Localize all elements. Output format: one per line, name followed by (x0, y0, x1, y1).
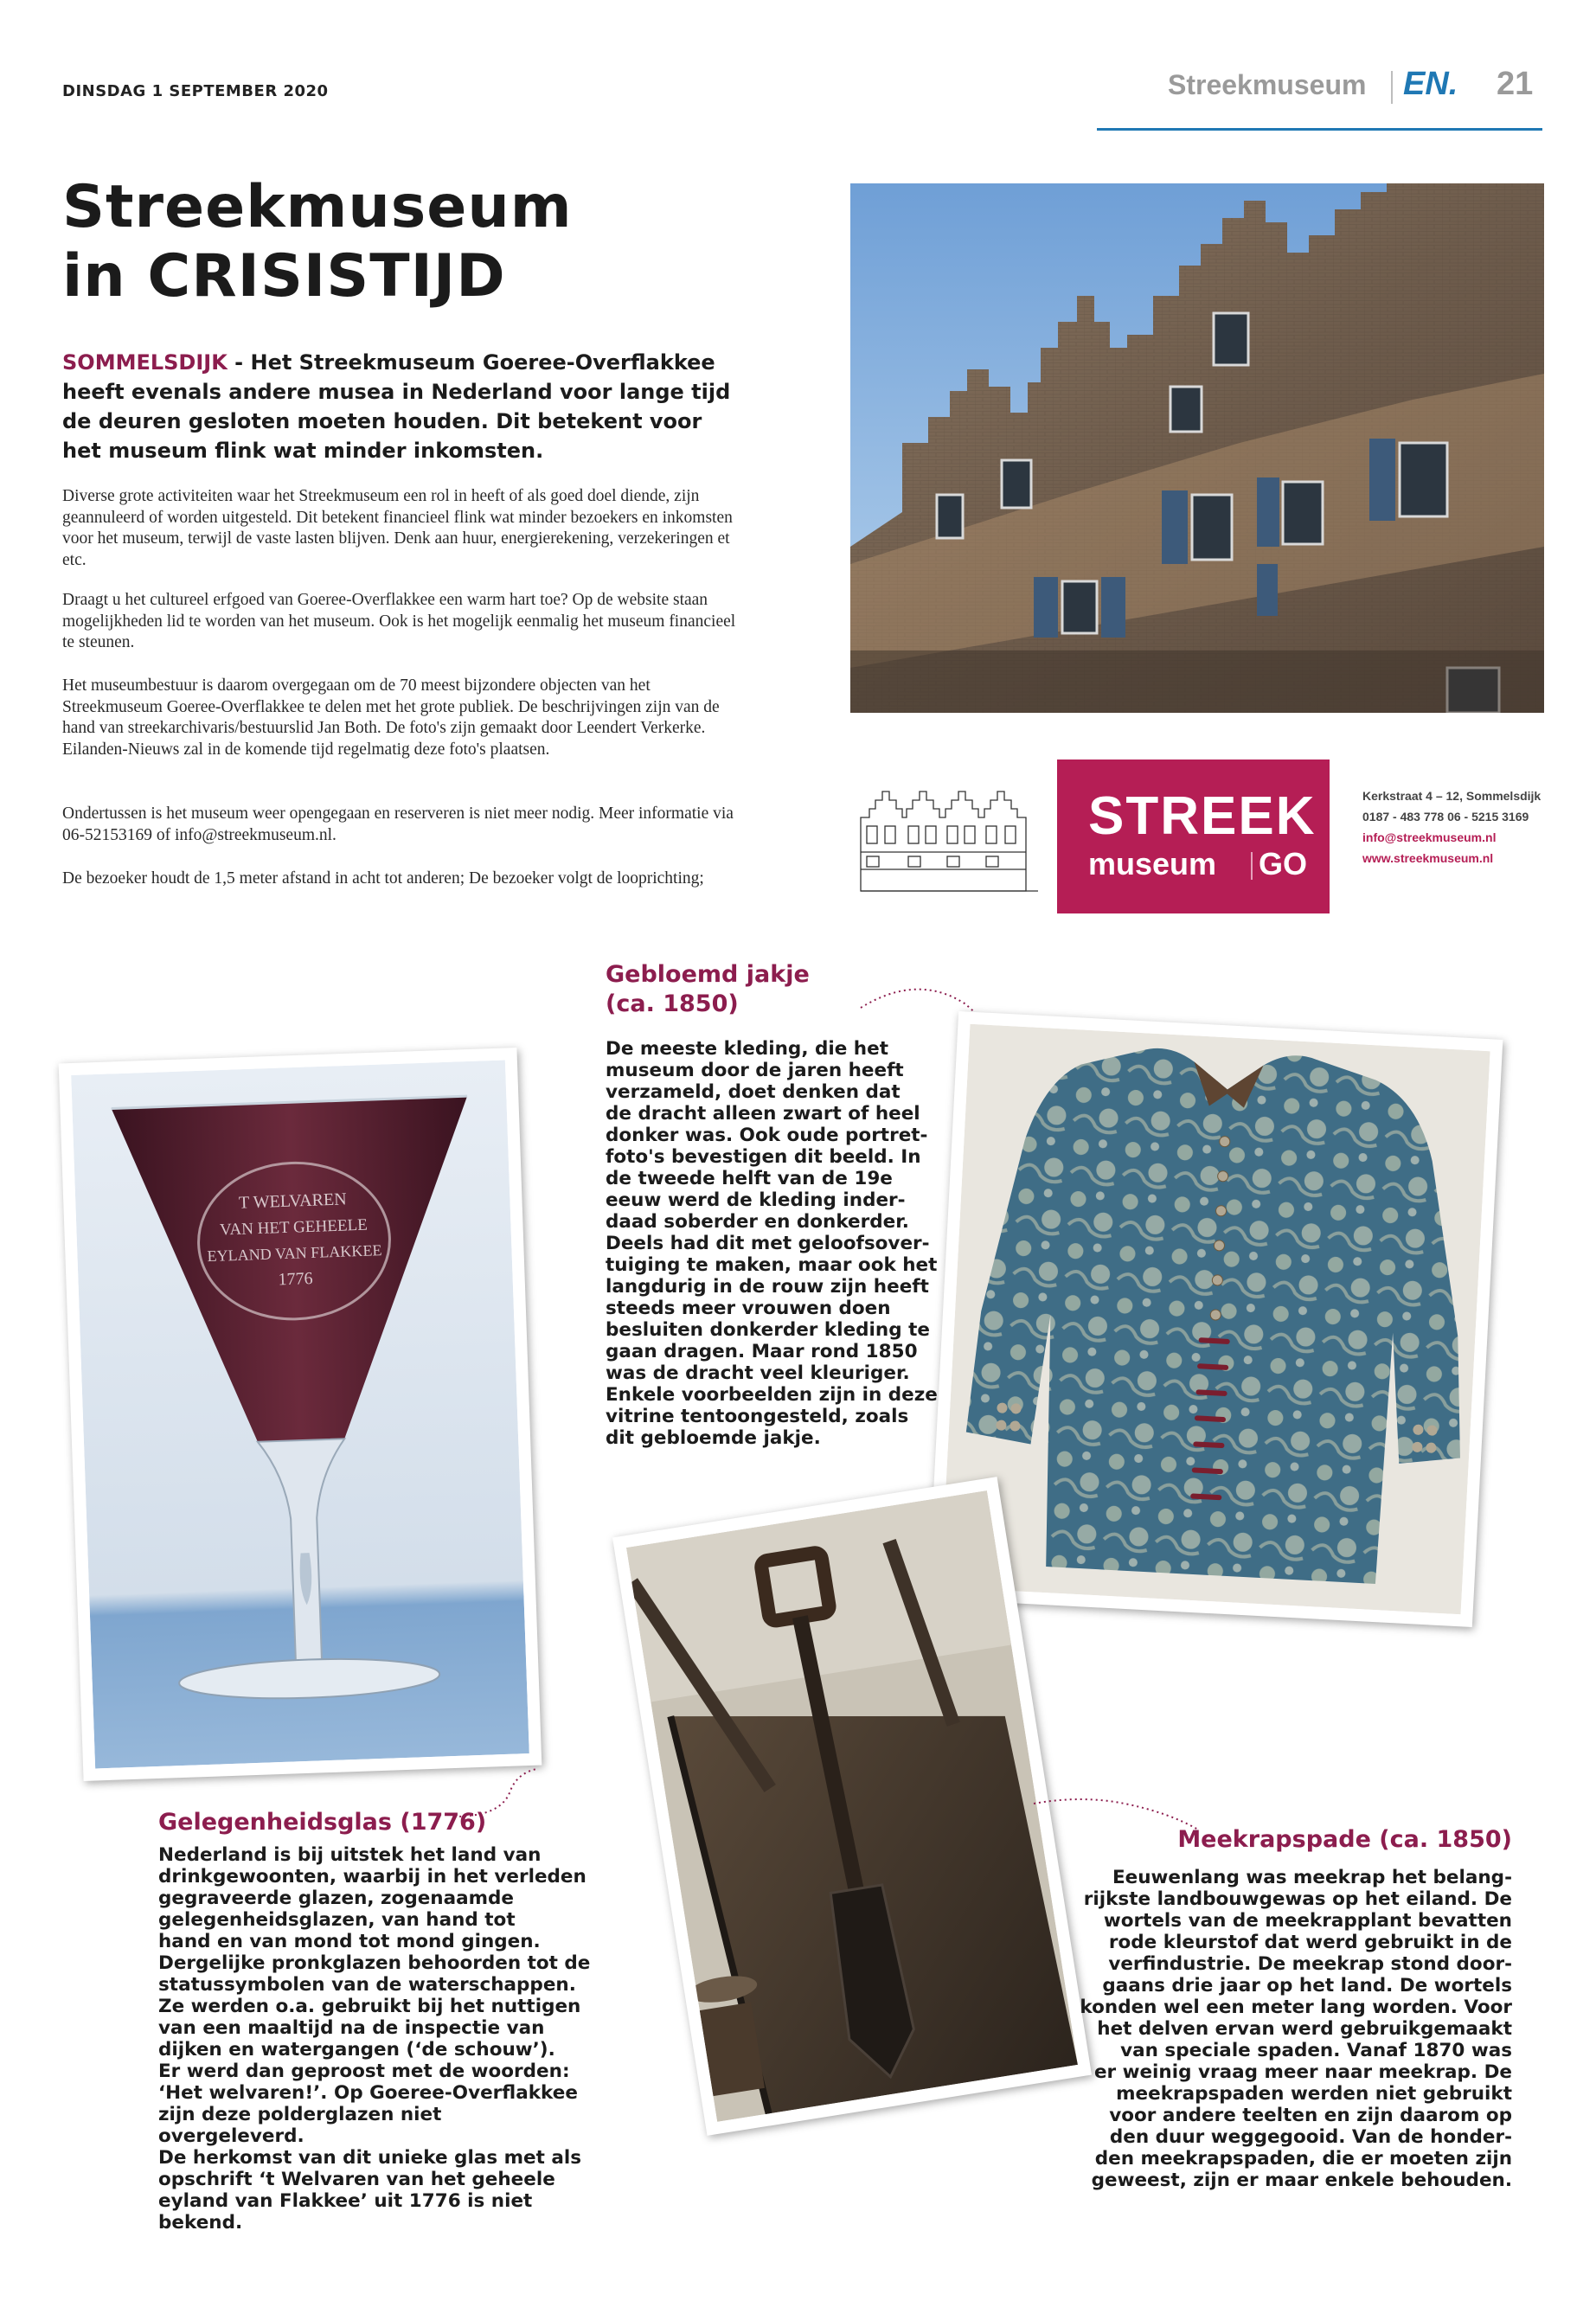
spade-caption-line: rijkste landbouwgewas op het eiland. De (1083, 1888, 1512, 1910)
spade-caption-line: den duur weggegooid. Van de honder- (1109, 2126, 1512, 2148)
spade-caption-line: geweest, zijn er maar enkele behouden. (1091, 2170, 1512, 2191)
glas-caption-line: hand en van mond tot mond gingen. (158, 1931, 541, 1952)
museum-website[interactable]: www.streekmuseum.nl (1362, 851, 1494, 865)
spade-caption-line: konden wel een meter lang worden. Voor (1080, 1997, 1512, 2018)
engraving-line-1: T WELVAREN (238, 1189, 348, 1213)
title-line-2: in CRISISTIJD (62, 242, 506, 311)
jakje-photo (928, 1011, 1503, 1627)
jakje-caption-line: Deels had dit met geloofsover- (606, 1233, 930, 1254)
title-line-1: Streekmuseum (62, 173, 573, 241)
glas-caption-line: gegraveerde glazen, zogenaamde (158, 1888, 514, 1909)
newspaper-logo: EN. (1403, 66, 1458, 102)
spade-caption-line: er weinig vraag meer naar meekrap. De (1093, 2061, 1512, 2083)
glas-caption-line: statussymbolen van de waterschappen. (158, 1974, 576, 1996)
glas-caption-line: Nederland is bij uitstek het land van (158, 1844, 542, 1866)
jakje-caption-line: museum door de jaren heeft (606, 1060, 904, 1081)
spade-caption-line: meekrapspaden werden niet gebruikt (1116, 2083, 1512, 2105)
jakje-caption-line: daad soberder en donkerder. (606, 1211, 909, 1233)
jakje-caption-line: was de dracht veel kleuriger. (606, 1362, 910, 1384)
glas-pointer-line (450, 1765, 545, 1825)
jakje-title-line-2: (ca. 1850) (606, 990, 739, 1017)
logo-word-museum: museum (1088, 846, 1217, 881)
glas-caption-line: Er werd dan geproost met de woorden: (158, 2061, 570, 2082)
spade-caption-title: Meekrapspade (ca. 1850) (1177, 1826, 1512, 1853)
header-rule (1097, 128, 1542, 131)
jakje-caption-line: besluiten donkerder kleding te (606, 1319, 930, 1341)
glas-caption-line: gelegenheidsglazen, van hand tot (158, 1909, 516, 1931)
glas-caption-line: dijken en watergangen (‘de schouw’). (158, 2039, 555, 2061)
spade-caption-line: verfindustrie. De meekrap stond door- (1108, 1953, 1512, 1975)
glas-caption-text (158, 1844, 591, 2234)
jakje-title-line-1: Gebloemd jakje (606, 961, 810, 988)
spade-caption-text (1080, 1867, 1512, 2191)
glas-caption-line: ‘Het welvaren!’. Op Goeree-Overflakkee (158, 2082, 578, 2104)
glas-caption-line: opschrift ‘t Welvaren van het geheele (158, 2169, 555, 2190)
spade-caption-line: van speciale spaden. Vanaf 1870 was (1120, 2040, 1512, 2061)
jakje-caption-line: foto's bevestigen dit beeld. In (606, 1146, 921, 1168)
article-title (62, 173, 573, 311)
spade-caption-line: voor andere teelten en zijn daarom op (1109, 2105, 1512, 2126)
jakje-caption-line: gaan dragen. Maar rond 1850 (606, 1341, 918, 1362)
logo-word-go: GO (1259, 846, 1308, 881)
section-title: Streekmuseum (1168, 69, 1367, 100)
dateline-kicker: SOMMELSDIJK (62, 350, 228, 375)
glas-caption-line: drinkgewoonten, waarbij in het verleden (158, 1866, 586, 1888)
body-paragraph-5: De bezoeker houdt de 1,5 meter afstand in acht tot anderen; De bezoeker volgt de looprichting; (62, 869, 704, 888)
body-paragraph-4: Ondertussen is het museum weer opengegaan en reserveren is niet meer nodig. Meer informatie via 06-52153169 of info@streekmuseum.nl. (62, 804, 734, 844)
glas-caption-title: Gelegenheidsglas (1776) (158, 1809, 487, 1836)
museum-phone: 0187 - 483 778 06 - 5215 3169 (1362, 810, 1529, 824)
issue-date: DINSDAG 1 SEPTEMBER 2020 (62, 82, 329, 100)
body-paragraph-3: Het museumbestuur is daarom overgegaan om de 70 meest bijzondere objecten van het Streekmuseum Goeree-Overflakkee te delen met het grote publiek. De beschrijvingen zijn van de hand van streekarchivaris/bestuurslid Jan Both. De foto's zijn gemaakt door Leendert Verkerke. Eilanden-Nieuws zal in de komende tijd regelmatig deze foto's plaatsen. (62, 676, 720, 759)
logo-word-streek: STREEK (1088, 786, 1317, 846)
glas-caption-line: De herkomst van dit unieke glas met als (158, 2147, 582, 2169)
jakje-caption-line: steeds meer vrouwen doen (606, 1298, 891, 1319)
jakje-caption-line: donker was. Ook oude portret- (606, 1125, 928, 1146)
body-paragraph-1: Diverse grote activiteiten waar het Streekmuseum een rol in heeft of als goed doel diende, zijn geannuleerd of worden uitgesteld. Dit betekent financieel flink wat minder bezoekers en inkomsten voor het museum, terwijl de vaste lasten blijven. Denk aan huur, energierekening, verzekeringen et etc. (62, 487, 733, 569)
jakje-caption-line: Enkele voorbeelden zijn in deze (606, 1384, 938, 1406)
museum-address: Kerkstraat 4 – 12, Sommelsdijk (1362, 789, 1542, 803)
engraving-line-2: VAN HET GEHEELE (219, 1215, 369, 1240)
engraving-line-3: EYLAND VAN FLAKKEE (207, 1241, 382, 1266)
spade-caption-line: het delven ervan werd gebruikgemaakt (1097, 2018, 1512, 2040)
engraving-line-4: 1776 (278, 1269, 313, 1290)
intro-text: - Het Streekmuseum Goeree-Overflakkee heeft evenals andere musea in Nederland voor lange tijd de deuren gesloten moeten houden. Dit betekent voor het museum flink wat minder inkomsten. (62, 350, 731, 463)
museum-sketch-illustration (856, 783, 1042, 895)
jakje-caption-line: De meeste kleding, die het (606, 1038, 888, 1060)
page-number: 21 (1497, 66, 1534, 102)
jakje-caption-line: de tweede helft van de 19e (606, 1168, 893, 1189)
spade-caption-line: gaans drie jaar op het land. De wortels (1102, 1975, 1512, 1997)
jakje-caption-line: dit gebloemde jakje. (606, 1427, 821, 1449)
header-divider (1391, 71, 1393, 104)
gelegenheidsglas-photo (59, 1048, 542, 1781)
jakje-caption-line: eeuw werd de kleding inder- (606, 1189, 906, 1211)
museum-email[interactable]: info@streekmuseum.nl (1362, 830, 1497, 844)
jakje-caption-line: langdurig in de rouw zijn heeft (606, 1276, 929, 1298)
spade-caption-line: rode kleurstof dat werd gebruikt in de (1108, 1932, 1512, 1953)
glas-caption-line: bekend. (158, 2212, 243, 2234)
glas-caption-line: van een maaltijd na de inspectie van (158, 2017, 545, 2039)
logo-divider (1251, 852, 1253, 880)
body-paragraph-2: Draagt u het cultureel erfgoed van Goeree-Overflakkee een warm hart toe? Op de website staan mogelijkheden lid te worden van het museum. Ook is het mogelijk eenmalig het museum financieel te steunen. (62, 591, 736, 651)
spade-caption-line: den meekrapspaden, die er moeten zijn (1094, 2148, 1512, 2170)
jakje-caption-line: tuiging te maken, maar ook het (606, 1254, 938, 1276)
glas-caption-line: eyland van Flakkee’ uit 1776 is niet (158, 2190, 533, 2212)
jakje-caption-line: de dracht alleen zwart of heel (606, 1103, 920, 1125)
spade-caption-line: Eeuwenlang was meekrap het belang- (1112, 1867, 1512, 1888)
glas-caption-line: Ze werden o.a. gebruikt bij het nuttigen (158, 1996, 581, 2017)
museum-facade-photo (850, 183, 1544, 713)
jakje-caption-title (606, 960, 810, 1019)
glas-caption-line: Dergelijke pronkglazen behoorden tot de (158, 1952, 591, 1974)
spade-caption-line: wortels van de meekrapplant bevatten (1103, 1910, 1512, 1932)
jakje-caption-line: vitrine tentoongesteld, zoals (606, 1406, 909, 1427)
glas-caption-line: zijn deze polderglazen niet overgeleverd. (158, 2104, 442, 2147)
article-intro (62, 348, 737, 465)
jakje-caption-line: verzameld, doet denken dat (606, 1081, 901, 1103)
jakje-caption-text (606, 1038, 952, 1449)
